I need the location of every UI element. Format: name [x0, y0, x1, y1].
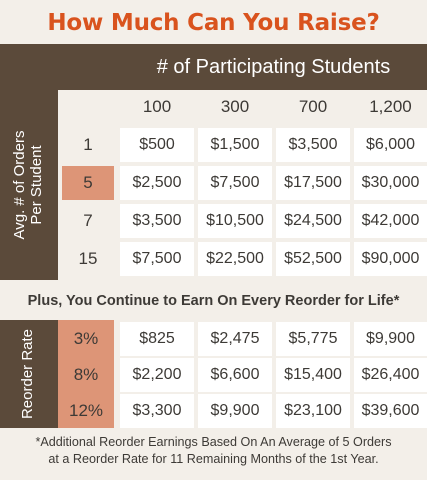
reorder-rate-label: 3% — [73, 329, 99, 348]
table-cell: $90,000 — [354, 242, 427, 276]
table-cell: $15,400 — [276, 358, 350, 392]
reorder-rate-label: 8% — [73, 365, 99, 384]
column-header: 100 — [142, 97, 172, 116]
table-cell: $42,000 — [354, 204, 427, 238]
students-header: # of Participating Students — [156, 56, 391, 78]
reorder-rate-label: 12% — [68, 401, 104, 420]
footnote-line2: at a Reorder Rate for 11 Remaining Months of the 1st Year. — [48, 452, 379, 466]
table-cell: $52,500 — [276, 242, 350, 276]
orders-row-label: 15 — [78, 249, 98, 268]
table-cell: $3,500 — [276, 128, 350, 162]
table-cell: $825 — [120, 322, 194, 356]
orders-row-label: 1 — [83, 135, 93, 154]
column-header: 300 — [220, 97, 250, 116]
reorder-subtitle: Plus, You Continue to Earn On Every Reorder for Life* — [27, 293, 400, 309]
table-cell: $7,500 — [120, 242, 194, 276]
table-cell: $23,100 — [276, 394, 350, 428]
orders-side-label-line2: Per Student — [28, 145, 45, 225]
orders-side-label — [11, 90, 47, 280]
column-header: 700 — [298, 97, 328, 116]
table-cell: $22,500 — [198, 242, 272, 276]
orders-row-label-highlighted: 5 — [62, 166, 114, 200]
table-cell: $7,500 — [198, 166, 272, 200]
table-cell: $26,400 — [354, 358, 427, 392]
table-cell: $6,600 — [198, 358, 272, 392]
table-cell: $30,000 — [354, 166, 427, 200]
page-title: How Much Can You Raise? — [47, 10, 380, 36]
table-cell: $6,000 — [354, 128, 427, 162]
table-cell: $9,900 — [198, 394, 272, 428]
table-cell: $10,500 — [198, 204, 272, 238]
table-cell: $39,600 — [354, 394, 427, 428]
footnote-line1: *Additional Reorder Earnings Based On An Average of 5 Orders — [35, 435, 392, 449]
table-cell: $17,500 — [276, 166, 350, 200]
table-cell: $24,500 — [276, 204, 350, 238]
table-cell: $2,500 — [120, 166, 194, 200]
table-cell: $3,300 — [120, 394, 194, 428]
footnote — [0, 434, 427, 474]
table-cell: $2,200 — [120, 358, 194, 392]
table-cell: $3,500 — [120, 204, 194, 238]
table-cell: $2,475 — [198, 322, 272, 356]
reorder-side-label: Reorder Rate — [19, 328, 36, 420]
table-cell: $1,500 — [198, 128, 272, 162]
table-cell: $500 — [120, 128, 194, 162]
table-cell: $5,775 — [276, 322, 350, 356]
orders-side-label-line1: Avg. # of Orders — [11, 130, 28, 240]
column-header: 1,200 — [369, 97, 412, 116]
orders-row-label: 7 — [83, 211, 93, 230]
table-cell: $9,900 — [354, 322, 427, 356]
